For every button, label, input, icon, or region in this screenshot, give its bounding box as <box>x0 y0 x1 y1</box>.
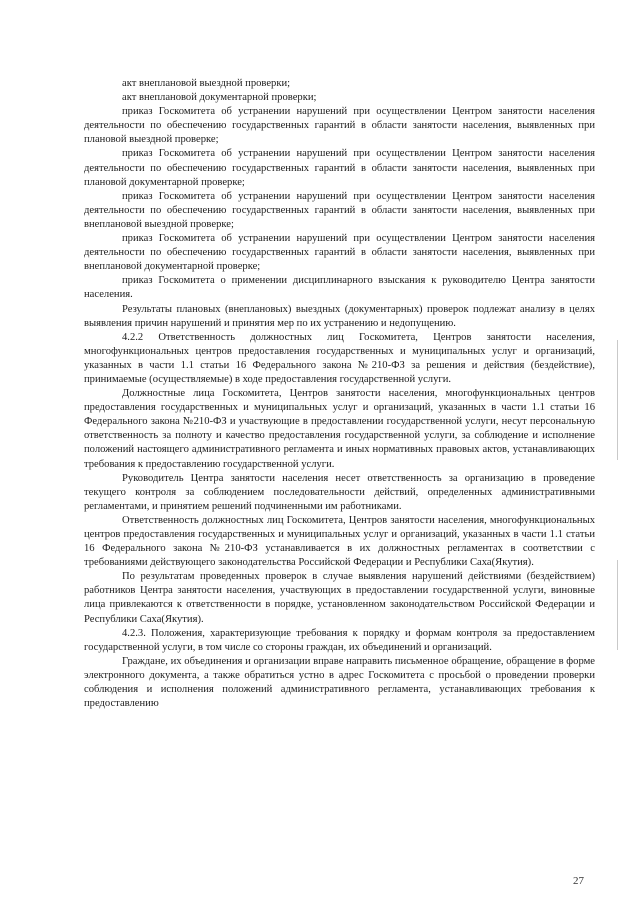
document-body <box>84 77 595 711</box>
paragraph: приказ Госкомитета об устранении нарушений при осуществлении Центром занятости населения деятельности по обеспечению государственных гарантий в области занятости населения, выявленных при внеплановой документарной проверке; <box>84 233 595 273</box>
paragraph: приказ Госкомитета об устранении нарушений при осуществлении Центром занятости населения деятельности по обеспечению государственных гарантий в области занятости населения, выявленных при плановой документарной проверке; <box>84 148 595 188</box>
paragraph: акт внеплановой документарной проверки; <box>122 92 317 104</box>
paragraph: Результаты плановых (внеплановых) выездных (документарных) проверок подлежат анализу в целях выявления причин нарушений и принятия мер по их устранению и недопущению. <box>84 303 595 329</box>
section-heading: 4.2.3. Положения, характеризующие требования к порядку и формам контроля за предоставлением государственной услуги, в том числе со стороны граждан, их объединений и организаций. <box>84 627 595 653</box>
paragraph: приказ Госкомитета об устранении нарушений при осуществлении Центром занятости населения деятельности по обеспечению государственных гарантий в области занятости населения, выявленных при внеплановой выездной проверке; <box>84 190 595 230</box>
scan-edge-mark <box>617 560 618 650</box>
paragraph: Граждане, их объединения и организации вправе направить письменное обращение, обращение в форме электронного документа, а также обратиться устно в адрес Госкомитета с просьбой о проведении проверки соблюдения и исполнения положений административного регламента, устанавливающих требования к предоставлению <box>84 655 595 710</box>
page-number: 27 <box>573 875 584 887</box>
paragraph: приказ Госкомитета о применении дисциплинарного взыскания к руководителю Центра занятости населения. <box>84 275 595 301</box>
section-heading: 4.2.2 Ответственность должностных лиц Госкомитета, Центров занятости населения, многофункциональных центров предоставления государственных и муниципальных услуг и организаций, указанных в части 1.1 статьи 16 Федерального закона №210-ФЗ за решения и действия (бездействие), принимаемые (осуществляемые) в ходе предоставления государственной услуги. <box>84 331 595 385</box>
paragraph: Ответственность должностных лиц Госкомитета, Центров занятости населения, многофункциональных центров предоставления государственных и муниципальных услуг и организаций, указанных в части 1.1 статьи 16 Федерального закона №210-ФЗ устанавливается в их должностных регламентах в соответствии с требованиями действующего законодательства Российской Федерации и Республики Саха(Якутия). <box>84 514 595 569</box>
paragraph: Должностные лица Госкомитета, Центров занятости населения, многофункциональных центров предоставления государственных и муниципальных услуг и организаций, указанных в части 1.1 статьи 16 Федерального закона №210-ФЗ и участвующие в предоставлении государственной услуги, несут персональную ответственность за полноту и качество предоставления государственной услуги, за соблюдение и исполнение положений настоящего административного регламента и иных нормативных правовых актов, устанавливающих требования к предоставлению государственной услуги. <box>84 388 595 470</box>
paragraph: Руководитель Центра занятости населения несет ответственность за организацию в проведение текущего контроля за соблюдением последовательности действий, определенных административными регламентами, и принятием решений подчиненными им работниками. <box>84 472 595 512</box>
scan-edge-mark <box>617 340 618 460</box>
paragraph: акт внеплановой выездной проверки; <box>122 78 291 89</box>
paragraph: По результатам проведенных проверок в случае выявления нарушений действиями (бездействием) работников Центра занятости населения, участвующих в предоставлении государственной услуги, виновные лица привлекаются к ответственности в порядке, установленном законодательством Российской Федерации и Республики Саха(Якутия). <box>84 571 595 625</box>
paragraph: приказ Госкомитета об устранении нарушений при осуществлении Центром занятости населения деятельности по обеспечению государственных гарантий в области занятости населения, выявленных при плановой выездной проверке; <box>84 106 595 146</box>
